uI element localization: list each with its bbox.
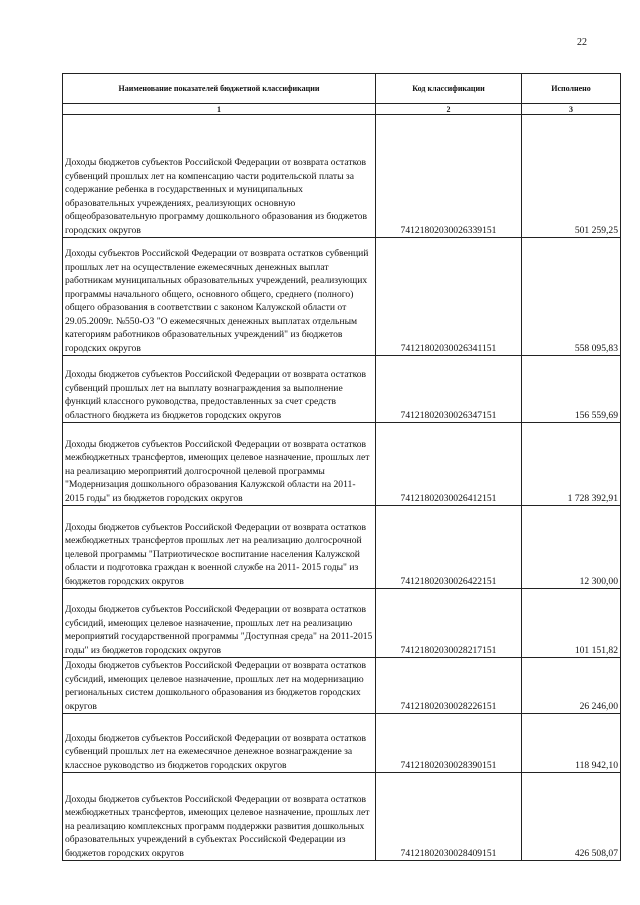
table-row	[63, 423, 621, 506]
row-value: 26 246,00	[522, 658, 621, 714]
row-name: Доходы бюджетов субъектов Российской Федерации от возврата остатков межбюджетных трансфертов, имеющих целевое назначение, прошлых лет на реализацию комплексных программ поддержки развития дошкольных образовательных учреждений в субъектах Российской Федерации из бюджетов городских округов	[63, 773, 376, 861]
row-value: 118 942,10	[522, 714, 621, 773]
row-value: 101 151,82	[522, 589, 621, 658]
row-value: 558 095,83	[522, 238, 621, 356]
budget-classification-table	[62, 73, 621, 861]
row-code: 74121802030026347151	[376, 356, 522, 423]
row-name: Доходы бюджетов субъектов Российской Федерации от возврата остатков субвенций прошлых лет на компенсацию части родительской платы за содержание ребенка в государственных и муниципальных образовательных учреждениях, реализующих основную общеобразовательную программу дошкольного образования из бюджетов городских округов	[63, 115, 376, 238]
row-name: Доходы субъектов Российской Федерации от возврата остатков субвенций прошлых лет на осуществление ежемесячных денежных выплат работникам муниципальных образовательных учреждений, реализующих программы начального общего, основного общего, среднего (полного) общего образования в соответствии с законом Калужской области от 29.05.2009г. №550-ОЗ "О ежемесячных денежных выплатах отдельным категориям работников образовательных учреждений" из бюджетов городских округов	[63, 238, 376, 356]
column-number-row	[63, 104, 621, 115]
table-row	[63, 238, 621, 356]
column-number: 1	[63, 104, 376, 115]
table-row	[63, 589, 621, 658]
row-value: 426 508,07	[522, 773, 621, 861]
row-value: 1 728 392,91	[522, 423, 621, 506]
row-code: 74121802030028390151	[376, 714, 522, 773]
table-row	[63, 115, 621, 238]
row-code: 74121802030026341151	[376, 238, 522, 356]
column-number: 2	[376, 104, 522, 115]
table-header-row	[63, 74, 621, 104]
header-indicator-name: Наименование показателей бюджетной классификации	[63, 74, 376, 104]
row-name: Доходы бюджетов субъектов Российской Федерации от возврата остатков субвенций прошлых лет на ежемесячное денежное вознаграждение за классное руководство из бюджетов городских округов	[63, 714, 376, 773]
row-name: Доходы бюджетов субъектов Российской Федерации от возврата остатков межбюджетных трансфертов, имеющих целевое назначение, прошлых лет на реализацию мероприятий долгосрочной целевой программы "Модернизация дошкольного образования Калужской области на 2011-2015 годы" из бюджетов городских округов	[63, 423, 376, 506]
row-code: 74121802030026422151	[376, 506, 522, 589]
table-row	[63, 714, 621, 773]
table-row	[63, 506, 621, 589]
row-name: Доходы бюджетов субъектов Российской Федерации от возврата остатков субсидий, имеющих целевое назначение, прошлых лет на реализацию мероприятий государственной программы "Доступная среда" на 2011-2015 годы" из бюджетов городских округов	[63, 589, 376, 658]
row-code: 74121802030026339151	[376, 115, 522, 238]
row-code: 74121802030026412151	[376, 423, 522, 506]
row-value: 501 259,25	[522, 115, 621, 238]
header-executed: Исполнено	[522, 74, 621, 104]
table-row	[63, 773, 621, 861]
row-code: 74121802030028217151	[376, 589, 522, 658]
row-value: 12 300,00	[522, 506, 621, 589]
row-code: 74121802030028226151	[376, 658, 522, 714]
row-name: Доходы бюджетов субъектов Российской Федерации от возврата остатков субвенций прошлых лет на выплату вознаграждения за выполнение функций классного руководства, предоставленных за счет средств областного бюджета из бюджетов городских округов	[63, 356, 376, 423]
page-number: 22	[577, 37, 587, 48]
header-classification-code: Код классификации	[376, 74, 522, 104]
table-row	[63, 356, 621, 423]
row-name: Доходы бюджетов субъектов Российской Федерации от возврата остатков межбюджетных трансфертов прошлых лет на реализацию долгосрочной целевой программы "Патриотическое воспитание населения Калужской области и подготовка граждан к военной службе на 2011- 2015 годы" из бюджетов городских округов	[63, 506, 376, 589]
column-number: 3	[522, 104, 621, 115]
row-name: Доходы бюджетов субъектов Российской Федерации от возврата остатков субсидий, имеющих целевое назначение, прошлых лет на модернизацию региональных систем дошкольного образования из бюджетов городских округов	[63, 658, 376, 714]
row-code: 74121802030028409151	[376, 773, 522, 861]
row-value: 156 559,69	[522, 356, 621, 423]
table-row	[63, 658, 621, 714]
